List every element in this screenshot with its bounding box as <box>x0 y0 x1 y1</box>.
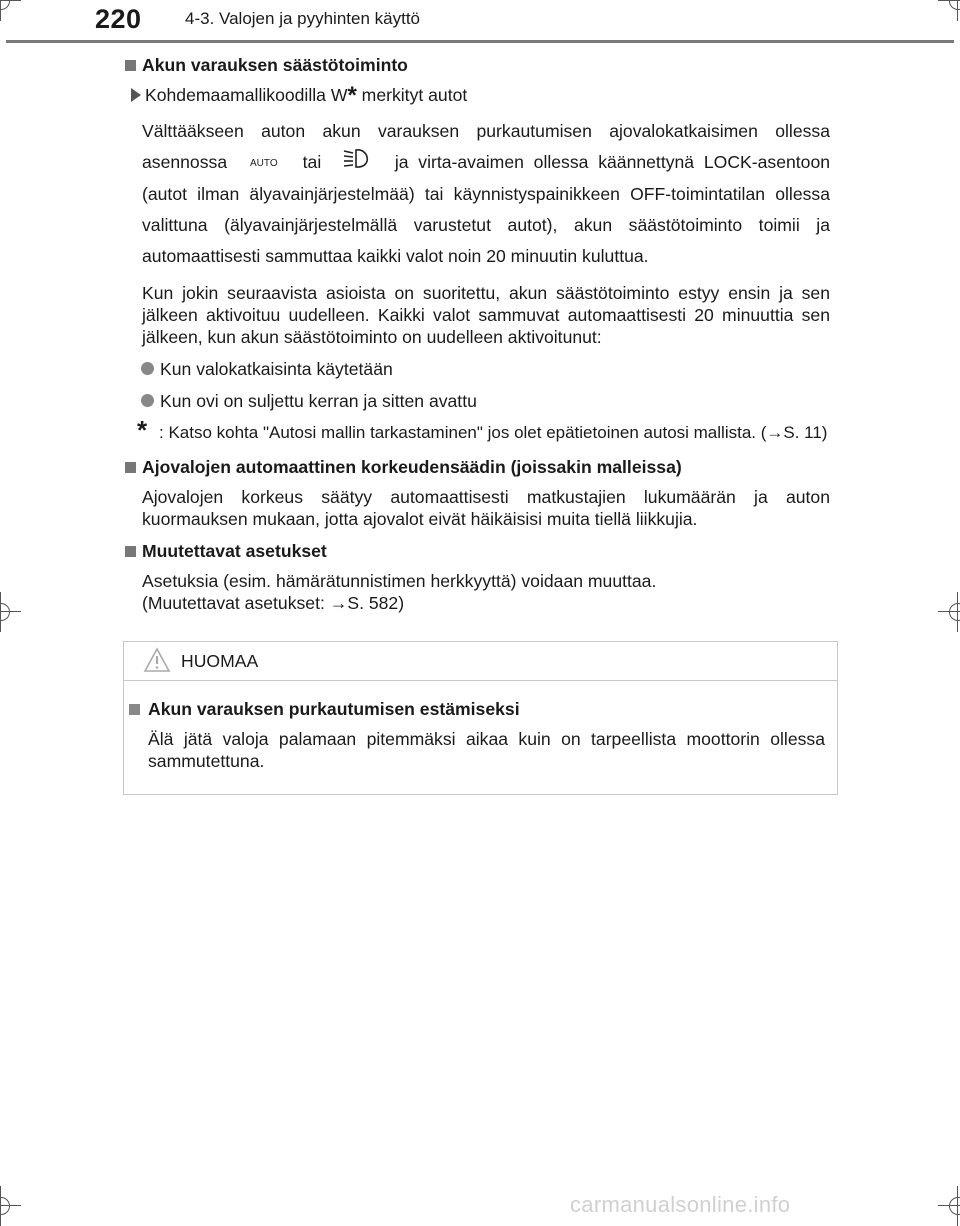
watermark: carmanualsonline.info <box>570 1192 791 1217</box>
section-heading-battery: Akun varauksen säästötoiminto <box>125 54 830 76</box>
leveling-paragraph: Ajovalojen korkeus säätyy automaattisesti matkustajien lukumäärän ja auton kuormauksen mukaan, jotta ajovalot eivät häikäisisi muita tiellä liikkujia. <box>142 487 830 530</box>
notice-header <box>124 642 837 681</box>
warning-triangle-icon <box>143 647 171 678</box>
square-bullet-icon <box>125 546 136 557</box>
notice-label: HUOMAA <box>181 651 259 671</box>
headlight-icon <box>343 147 373 179</box>
square-bullet-icon <box>129 704 140 715</box>
model-condition: Kohdemaamallikoodilla W* merkityt autot <box>125 84 830 106</box>
crop-mark-bottom-right <box>938 1186 960 1226</box>
page-header <box>0 0 960 46</box>
settings-page-reference: (Muutettavat asetukset: →S. 582) <box>142 593 405 614</box>
square-bullet-icon <box>125 60 136 71</box>
notice-paragraph: Älä jätä valoja palamaan pitemmäksi aikaa kuin on tarpeellista moottorin ollessa sammutettuna. <box>148 729 825 771</box>
notice-heading: Akun varauksen purkautumisen estämiseksi <box>129 698 825 720</box>
square-bullet-icon <box>125 462 136 473</box>
battery-paragraph-2: Kun jokin seuraavista asioista on suoritettu, akun säästötoiminto estyy ensin ja sen jälkeen aktivoituu uudelleen. Kaikki valot sammuvat automaattisesti 20 minuuttia sen jälkeen, kun akun säästötoiminto on uudelleen aktivoitunut: <box>142 283 830 348</box>
header-rule <box>6 40 954 43</box>
page-number: 220 <box>95 4 142 34</box>
list-item: Kun valokatkaisinta käytetään <box>125 358 830 380</box>
main-content <box>125 54 830 614</box>
crop-mark-middle-right <box>938 592 960 632</box>
round-bullet-icon <box>141 394 154 407</box>
crop-mark-middle-left <box>0 592 21 632</box>
notice-body <box>124 681 837 772</box>
section-heading-leveling: Ajovalojen automaattinen korkeudensäädin (joissakin malleissa) <box>125 456 830 478</box>
section-heading-settings: Muutettavat asetukset <box>125 540 830 562</box>
round-bullet-icon <box>141 362 154 375</box>
notice-box <box>123 641 838 795</box>
svg-text:AUTO: AUTO <box>249 157 278 169</box>
list-item: Kun ovi on suljettu kerran ja sitten avattu <box>125 390 830 412</box>
auto-switch-icon <box>249 148 281 179</box>
triangle-arrow-icon <box>131 88 141 102</box>
crop-mark-bottom-left <box>0 1186 21 1226</box>
battery-paragraph-1: Välttääkseen auton akun varauksen purkautumisen ajovalokatkaisimen ollessa asennossa AUTO tai ja virta-avaimen ollessa käännettynä LOCK-asentoon (autot ilman älyavainjärjestelmää) tai käynnistyspainikkeen OFF-toimintatilan ollessa valittuna (älyavainjärjestelmällä varustetut autot), akun säästötoiminto toimii ja automaattisesti sammuttaa kaikki valot noin 20 minuutin kuluttua. <box>142 121 831 267</box>
chapter-title: 4-3. Valojen ja pyyhinten käyttö <box>185 9 420 28</box>
settings-paragraph: Asetuksia (esim. hämärätunnistimen herkkyyttä) voidaan muuttaa. (Muutettavat asetukset: →S. 582) <box>125 570 830 614</box>
footnote: * : Katso kohta "Autosi mallin tarkastaminen" jos olet epätietoinen autosi mallista. (→S. 11) <box>137 415 828 446</box>
